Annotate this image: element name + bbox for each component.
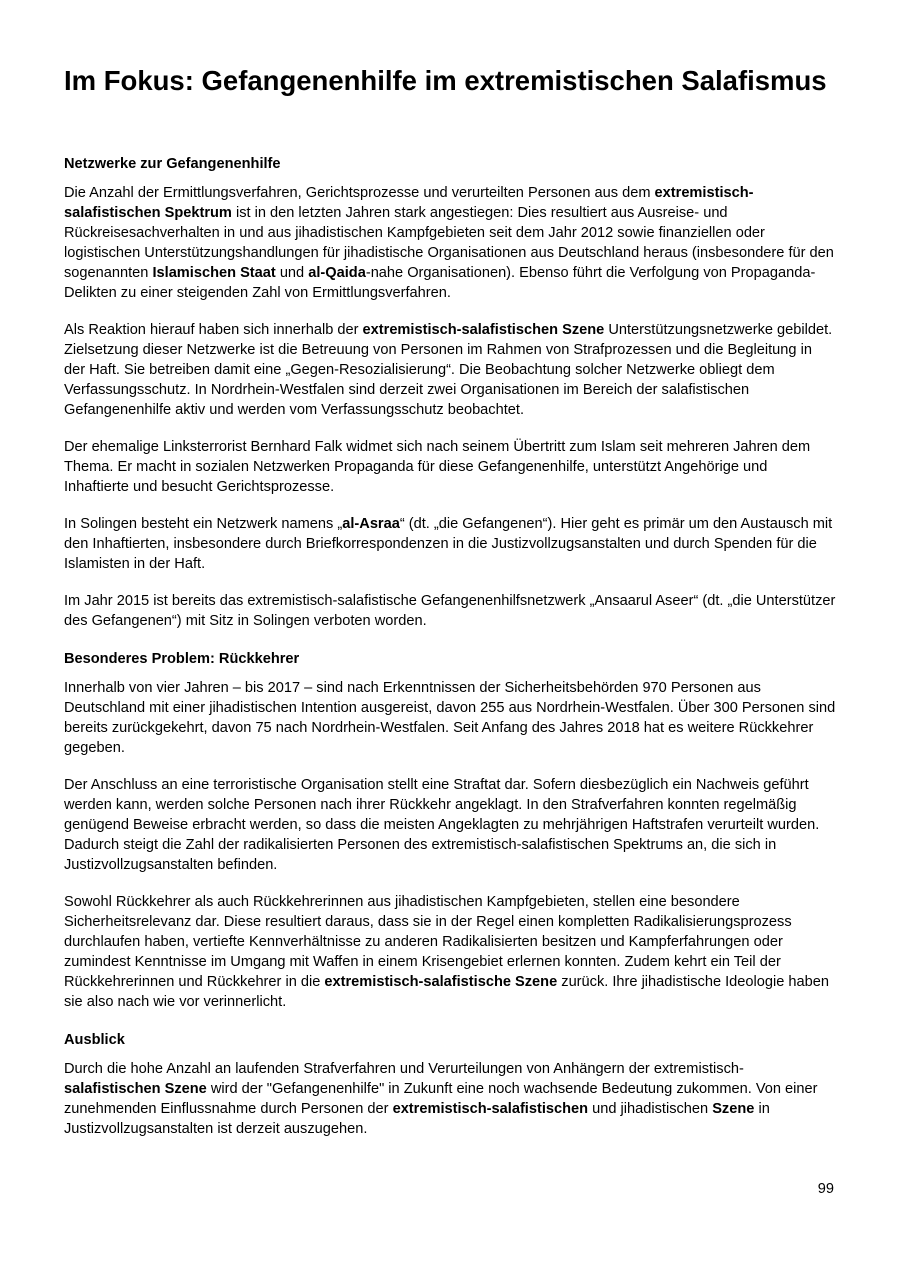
section-ausblick <box>64 1030 836 1139</box>
section-heading: Ausblick <box>64 1032 125 1048</box>
section-rueckkehrer <box>64 649 836 1012</box>
bold-term: salafistischen Szene <box>64 1081 207 1097</box>
page-number: 99 <box>817 1181 834 1197</box>
section-heading: Netzwerke zur Gefangenenhilfe <box>64 156 281 172</box>
section-heading: Besonderes Problem: Rückkehrer <box>64 651 300 667</box>
text-run: Der Anschluss an eine terroristische Organisation stellt eine Straftat dar. Sofern diesbezüglich ein Nachweis geführt werden kann, werden solche Personen nach ihrer Rückkehr angeklagt. In den Strafverfahren konnten regelmäßig genügend Beweise erbracht werden, so dass die meisten Angeklagten zu mehrjährigen Haftstrafen verurteilt wurden. Dadurch steigt die Zahl der radikalisierten Personen des extremistisch-salafistischen Spektrums an, die sich in Justizvollzugsanstalten befinden. <box>64 777 820 873</box>
text-run: zurück. Ihre jihadistische Ideologie haben sie also nach wie vor verinnerlicht. <box>64 974 829 1010</box>
text-run: in Justizvollzugsanstalten ist derzeit auszugehen. <box>64 1101 770 1137</box>
text-run: wird der "Gefangenenhilfe" in Zukunft eine noch wachsende Bedeutung zukommen. Von einer zunehmenden Einflussnahme durch Personen der <box>64 1081 818 1117</box>
text-run: ist in den letzten Jahren stark angestiegen: Dies resultiert aus Ausreise- und Rückreisesachverhalten in und aus jihadistischen Kampfgebieten seit dem Jahr 2012 sowie finanziellen oder logistischen Unterstützungshandlungen für jihadistische Organisationen aus Deutschland heraus (insbesondere für den sogenannten <box>64 205 834 281</box>
paragraph <box>64 320 836 420</box>
bold-term: Szene <box>712 1101 755 1117</box>
paragraph <box>64 1059 836 1139</box>
paragraph <box>64 775 836 875</box>
text-run: Unterstützungsnetzwerke gebildet. Zielsetzung dieser Netzwerke ist die Betreuung von Personen im Rahmen von Strafprozessen und die Begleitung in der Haft. Sie betreiben damit eine „Gegen-Resozialisierung“. Die Beobachtung solcher Netzwerke obliegt dem Verfassungsschutz. In Nordrhein-Westfalen sind derzeit zwei Organisationen im Bereich der salafistischen Gefangenenhilfe aktiv und werden vom Verfassungsschutz beobachtet. <box>64 322 833 418</box>
text-run: Der ehemalige Linksterrorist Bernhard Falk widmet sich nach seinem Übertritt zum Islam seit mehreren Jahren dem Thema. Er macht in sozialen Netzwerken Propaganda für diese Gefangenenhilfe, unterstützt Angehörige und Inhaftierte und besucht Gerichtsprozesse. <box>64 439 811 495</box>
bold-term: al-Asraa <box>342 516 400 532</box>
text-run: Im Jahr 2015 ist bereits das extremistisch-salafistische Gefangenenhilfsnetzwerk „Ansaarul Aseer“ (dt. „die Unterstützer des Gefangenen“) mit Sitz in Solingen verboten worden. <box>64 593 836 629</box>
bold-term: extremistisch-salafistischen Spektrum <box>64 185 754 221</box>
paragraph <box>64 892 836 1012</box>
paragraph <box>64 678 836 758</box>
paragraph <box>64 591 836 631</box>
text-run: und jihadistischen <box>588 1101 713 1117</box>
section-netzwerke <box>64 154 836 631</box>
page-title: Im Fokus: Gefangenenhilfe im extremistischen Salafismus <box>64 65 827 96</box>
bold-term: extremistisch-salafistischen <box>392 1101 589 1117</box>
paragraph <box>64 437 836 497</box>
text-run: “ (dt. „die Gefangenen“). Hier geht es primär um den Austausch mit den Inhaftierten, insbesondere durch Briefkorrespondenzen in die Justizvollzugsanstalten und durch Spenden für die Islamisten in der Haft. <box>64 516 833 572</box>
paragraph <box>64 514 836 574</box>
paragraph <box>64 183 836 303</box>
text-run: Als Reaktion hierauf haben sich innerhalb der <box>64 322 363 338</box>
text-run: -nahe Organisationen). Ebenso führt die Verfolgung von Propaganda-Delikten zu einer steigenden Zahl von Ermittlungsverfahren. <box>64 265 816 301</box>
text-run: Sowohl Rückkehrer als auch Rückkehrerinnen aus jihadistischen Kampfgebieten, stellen eine besondere Sicherheitsrelevanz dar. Diese resultiert daraus, dass sie in der Regel einen kompletten Radikalisierungsprozess durchlaufen haben, vertiefte Kennverhältnisse zu anderen Radikalisierten besitzen und Kampferfahrungen oder zumindest Kenntnisse im Umgang mit Waffen in einem Krisengebiet erlernen konnten. Zudem kehrt ein Teil der Rückkehrerinnen und Rückkehrer in die <box>64 894 792 990</box>
text-run: Innerhalb von vier Jahren – bis 2017 – sind nach Erkenntnissen der Sicherheitsbehörden 970 Personen aus Deutschland mit einer jihadistischen Intention ausgereist, davon 255 aus Nordrhein-Westfalen. Über 300 Personen sind bereits zurückgekehrt, davon 75 nach Nordrhein-Westfalen. Seit Anfang des Jahres 2018 hat es weitere Rückkehrer gegeben. <box>64 680 836 756</box>
text-run: und <box>275 265 309 281</box>
bold-term: al-Qaida <box>308 265 366 281</box>
text-run: In Solingen besteht ein Netzwerk namens „ <box>64 516 343 532</box>
bold-term: extremistisch-salafistische Szene <box>324 974 558 990</box>
text-run: Die Anzahl der Ermittlungsverfahren, Gerichtsprozesse und verurteilten Personen aus dem <box>64 185 655 201</box>
document-body <box>64 154 836 1156</box>
bold-term: Islamischen Staat <box>152 265 276 281</box>
bold-term: extremistisch-salafistischen Szene <box>362 322 605 338</box>
text-run: Durch die hohe Anzahl an laufenden Strafverfahren und Verurteilungen von Anhängern der extremistisch- <box>64 1061 744 1077</box>
